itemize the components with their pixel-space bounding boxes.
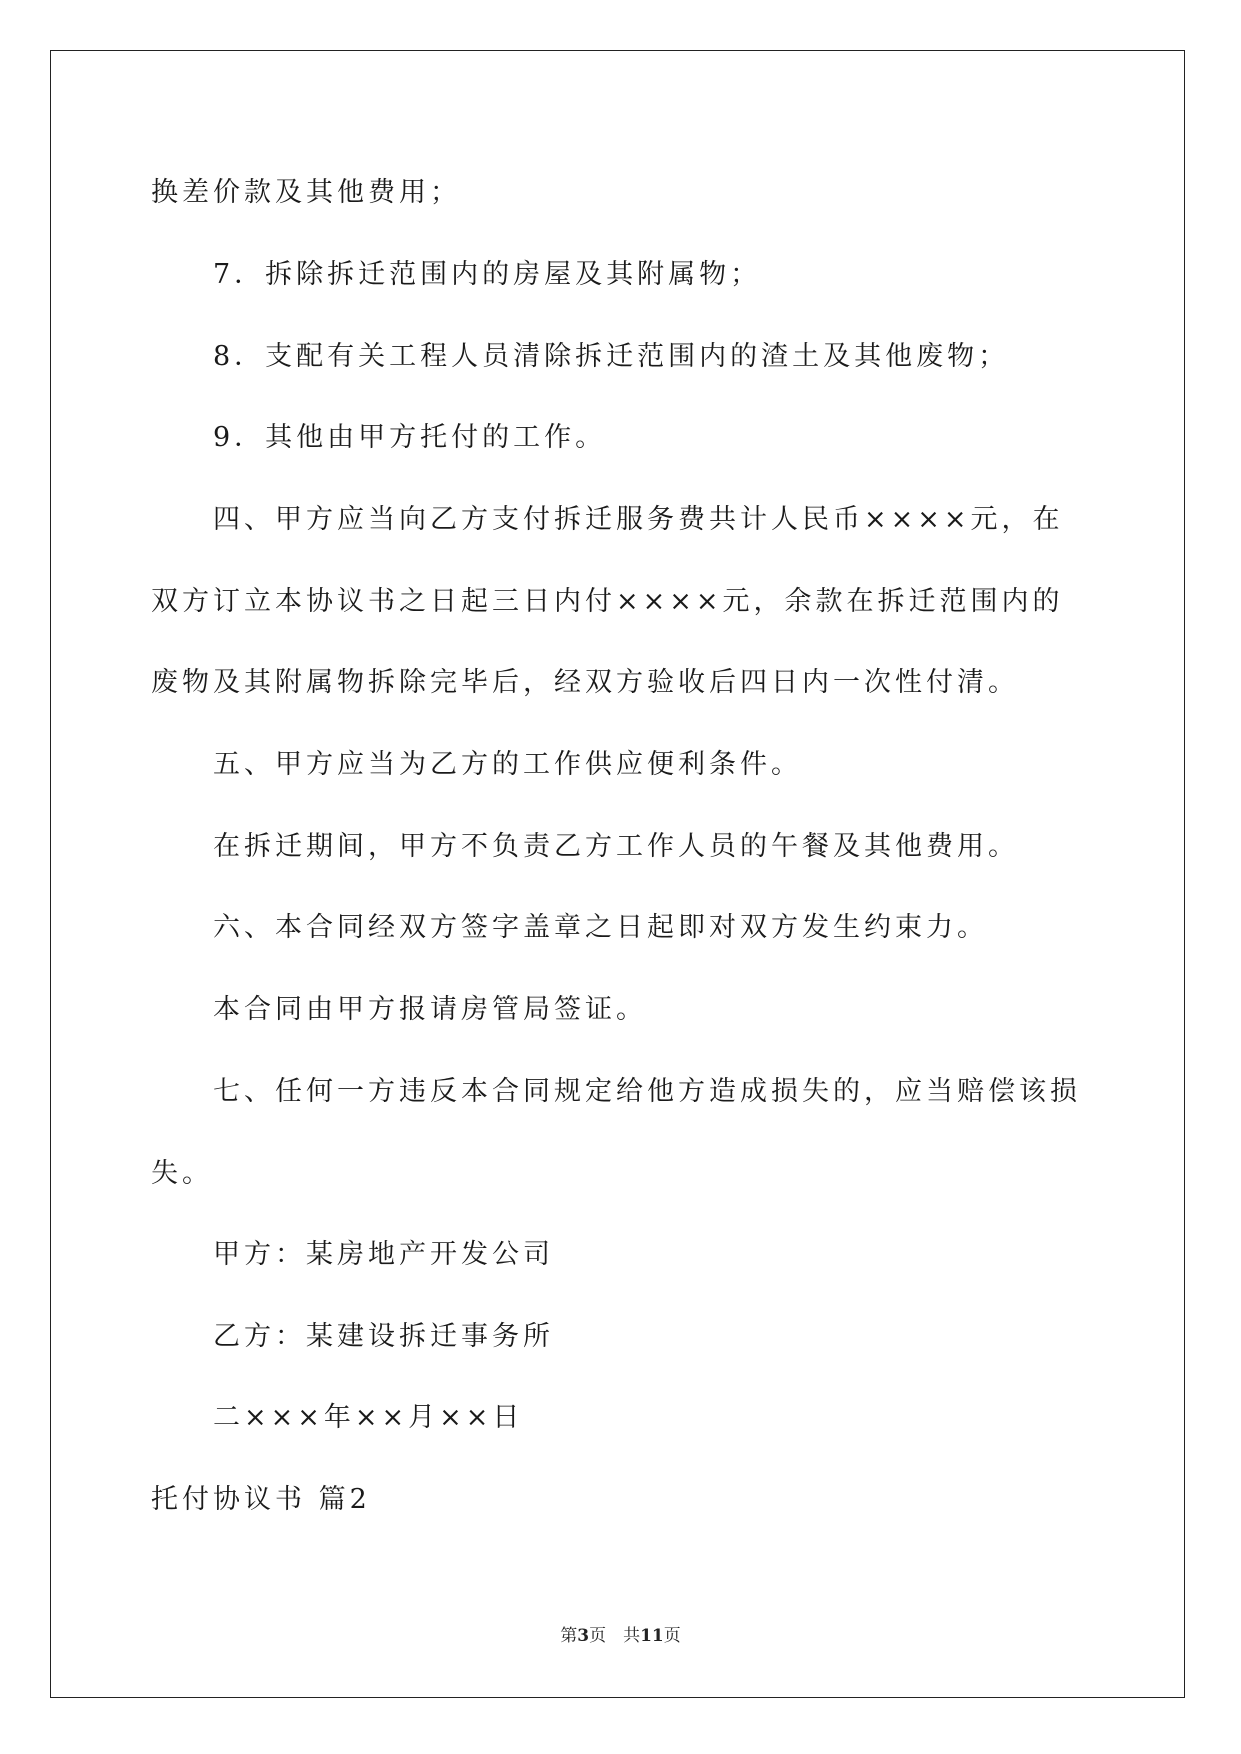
paragraph-line: 五、甲方应当为乙方的工作供应便利条件。 — [213, 749, 802, 780]
page-footer — [0, 1621, 1241, 1646]
paragraph-line: 9．其他由甲方托付的工作。 — [213, 422, 607, 453]
paragraph-line: 在拆迁期间，甲方不负责乙方工作人员的午餐及其他费用。 — [213, 831, 1019, 862]
paragraph-line: 换差价款及其他费用； — [151, 177, 461, 208]
footer-suffix: 页 — [663, 1626, 681, 1646]
paragraph-line: 双方订立本协议书之日起三日内付××××元，余款在拆迁范围内的 — [151, 586, 1064, 617]
paragraph-line: 本合同由甲方报请房管局签证。 — [213, 994, 647, 1025]
paragraph-line: 失。 — [151, 1158, 213, 1189]
total-pages-number: 11 — [640, 1626, 664, 1646]
footer-prefix: 第 — [560, 1626, 578, 1646]
page-border — [50, 50, 1185, 1698]
paragraph-line: 六、本合同经双方签字盖章之日起即对双方发生约束力。 — [213, 912, 988, 943]
current-page-number: 3 — [577, 1626, 590, 1646]
paragraph-line: 废物及其附属物拆除完毕后，经双方验收后四日内一次性付清。 — [151, 667, 1019, 698]
party-a-line: 甲方：某房地产开发公司 — [213, 1239, 554, 1270]
paragraph-line: 7．拆除拆迁范围内的房屋及其附属物； — [213, 259, 762, 290]
footer-mid: 页 共 — [589, 1626, 641, 1646]
party-b-line: 乙方：某建设拆迁事务所 — [213, 1321, 554, 1352]
paragraph-line: 8．支配有关工程人员清除拆迁范围内的渣土及其他废物； — [213, 341, 1010, 372]
date-line: 二×××年××月××日 — [213, 1402, 524, 1433]
paragraph-line: 四、甲方应当向乙方支付拆迁服务费共计人民币××××元，在 — [213, 504, 1064, 535]
paragraph-line: 七、任何一方违反本合同规定给他方造成损失的，应当赔偿该损 — [213, 1076, 1081, 1107]
section-heading: 托付协议书 篇2 — [151, 1484, 371, 1515]
